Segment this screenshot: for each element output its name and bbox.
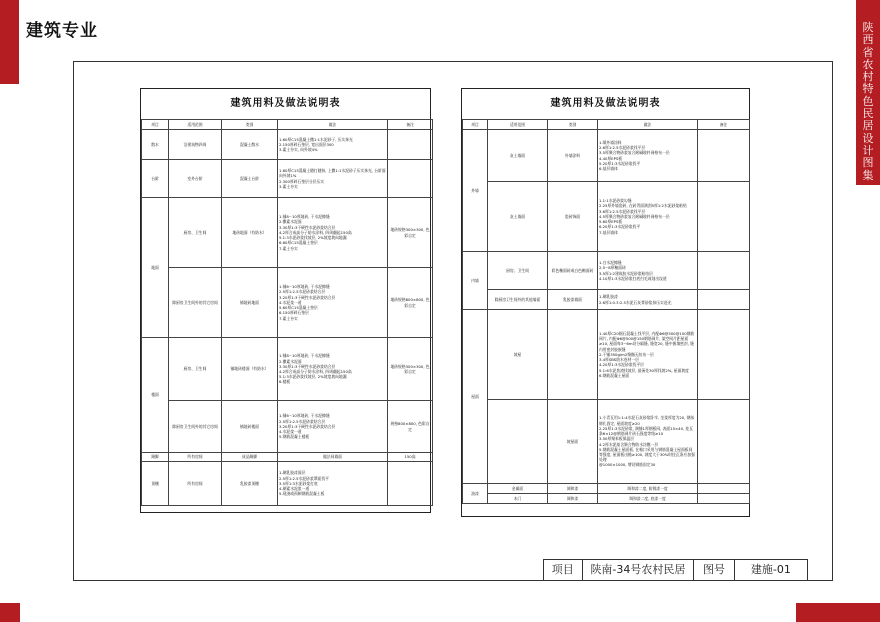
left-table-title: 建筑用料及做法说明表 [230, 98, 341, 109]
scope-cell: 厨房、卫生间 [169, 198, 222, 268]
category-cell: 混凝土台阶 [222, 160, 278, 198]
table-row [142, 130, 433, 160]
left-spec-sheet [140, 88, 431, 513]
side-banner-text: 陕 西 省 农 村 特 色 民 居 设 计 图 集 [862, 21, 874, 182]
item-cell: 油漆 [463, 484, 488, 504]
category-cell: 乳胶漆顶棚 [222, 462, 278, 506]
note-cell [698, 310, 750, 400]
column-header: 类别 [222, 120, 278, 130]
method-cell: 1.60厚C15混凝土随打随抹, 上撒1:1水泥砂子压实抹光, 台阶面向外坡1% 2.300厚碎石垫层分层压实 3.素土夯实 [278, 160, 388, 198]
column-header: 备注 [698, 120, 750, 130]
note-cell [698, 252, 750, 290]
scope-cell: 室外台阶 [169, 160, 222, 198]
item-cell: 楼面 [142, 338, 169, 453]
item-cell: 屋面 [463, 310, 488, 484]
note-cell [388, 462, 433, 506]
table-row [463, 494, 750, 504]
right-spec-sheet [461, 88, 750, 517]
note-cell: 150高 [388, 453, 433, 462]
column-header: 做法 [278, 120, 388, 130]
category-cell: 外墙涂料 [548, 130, 598, 182]
category-cell: 彩色釉面砖或白色釉面砖 [548, 252, 598, 290]
scope-cell: 坡屋 [488, 310, 548, 400]
column-header: 做法 [598, 120, 698, 130]
category-cell: 瓷砖饰面 [548, 182, 598, 252]
method-cell: 1.刷乳胶漆面层 2.5厚1:2.5水泥砂浆罩面找平 3.5厚1:3水泥砂浆打底 4.刷素水泥浆一道 5.现浇或预制钢筋混凝土板 [278, 462, 388, 506]
note-cell [698, 400, 750, 484]
column-header: 适用范围 [169, 120, 222, 130]
method-cell: 1.铺6~10厚地砖, 干水泥擦缝 2.5厚1:2.5水泥砂浆结合层 3.20厚1:3干硬性水泥砂浆结合层 4.水泥浆一道 5.钢筋混凝土楼板 [278, 401, 388, 453]
scope-cell: 除厨房卫生间外的其他墙面 [488, 290, 548, 310]
column-header: 备注 [388, 120, 433, 130]
note-cell [698, 182, 750, 252]
table-row [463, 252, 750, 290]
category-cell: 成品踢脚 [222, 453, 278, 462]
table-row [142, 462, 433, 506]
item-cell: 散水 [142, 130, 169, 160]
note-cell: 地砖规格800×800, 色彩自定 [388, 268, 433, 338]
title-block [543, 559, 808, 581]
scope-cell: 灰土墙面 [488, 130, 548, 182]
column-header: 类别 [548, 120, 598, 130]
method-cell: 1.1:1水泥砂浆勾缝 2.25厚外墙瓷砖, 在砖背面满刮5厚1:2水泥砂浆粘贴 3.6厚1:2.5水泥砂浆找平层 4.5厚聚合物砂浆复合耐碱玻纤网格布一层 5.60厚EPS板 6.20厚1:3水泥砂浆找平 7.基层墙体 [598, 182, 698, 252]
table-row [142, 338, 433, 401]
column-header: 项目 [142, 120, 169, 130]
method-cell: 1.60厚C15混凝土撒1:1水泥砂子, 压实抹光 2.150厚碎石垫层, 宽出面层300 3.素土夯实, 向外坡4% [278, 130, 388, 160]
item-cell: 内墙 [463, 252, 488, 310]
note-cell [698, 484, 750, 494]
table-row [463, 130, 750, 182]
category-cell: 铺地砖地面 [222, 268, 278, 338]
scope-cell: 厨房、卫生间 [488, 252, 548, 290]
page-title: 建筑专业 [26, 21, 98, 41]
method-cell: 1.白水泥擦缝 2.5~8厚釉面砖 3.5厚1:2建筑胶水泥砂浆粘结层 4.10厚1:3水泥砂浆打底扫毛或划出纹道 [598, 252, 698, 290]
table-row [142, 268, 433, 338]
note-cell [388, 160, 433, 198]
table-row [463, 182, 750, 252]
table-row [463, 400, 750, 484]
scope-cell: 金属面 [488, 484, 548, 494]
category-cell [548, 310, 598, 400]
column-header: 项目 [463, 120, 488, 130]
scope-cell: 所有房间 [169, 462, 222, 506]
method-cell: 调和漆二度, 防锈漆一度 [598, 484, 698, 494]
project-label: 项目 [544, 560, 583, 580]
scope-cell: 厨房、卫生间 [169, 338, 222, 401]
method-cell: 1.小青瓦用1:1:4水泥石灰砂浆卧牢, 坐浆厚度为20, 钢丝绑扎固定, 屋面坡度≥20 2.25厚1:3水泥砂浆, 满铺1厚钢板网, 表面15×40, 挂瓦条6×12@钢筋网片砖石强度等级≥10 3.50厚聚苯板保温层 4.2厚水泥基含聚合物防水涂膜一层 5.钢筋混凝土屋面板, 在檐口采用与钢筋混凝土屋面板同等强度, 屋面板出檐≥100, 坡度大于30%时挂瓦条应加强处理 @1000×1000, 增设钢筋固定30 [598, 400, 698, 484]
note-cell: 地砖规格300×300, 色彩自定 [388, 338, 433, 401]
category-cell: 乳胶漆墙面 [548, 290, 598, 310]
table-row [142, 198, 433, 268]
method-cell: 调和漆二度, 底漆一度 [598, 494, 698, 504]
side-banner [856, 0, 880, 185]
item-cell: 踢脚 [142, 453, 169, 462]
method-cell: 1.铺8~10厚地砖, 干水泥擦缝 2.撒素水泥面 3.30厚1:3干硬性水泥砂浆结合层 4.2厚合成高分子防水涂料, 四周翻起150高 5.1:3水泥砂浆找坡层, 2%坡度坡向地漏 6.60厚C15混凝土垫层 7.素土夯实 [278, 198, 388, 268]
category-cell: 铺地砖楼面 [222, 401, 278, 453]
left-red-accent [0, 0, 19, 84]
right-spec-table [462, 119, 750, 504]
drawing-number-label: 图号 [694, 560, 735, 580]
table-row [142, 453, 433, 462]
method-cell: 1.喷外墙涂料 2.6厚1:2.5水泥砂浆找平层 3.5厚聚合物砂浆复合耐碱玻纤网格布一层 4.40厚EPS板 5.20厚1:3水泥砂浆找平 6.基层墙体 [598, 130, 698, 182]
method-cell: 1.铺6~10厚地砖, 干水泥擦缝 2.5厚1:2.5水泥砂浆结合层 3.20厚1:3干硬性水泥砂浆结合层 4.水泥浆一道 5.60厚C15混凝土垫层 6.150厚碎石垫层 7.素土夯实 [278, 268, 388, 338]
method-cell: 1.40厚C20细石混凝土找平层, 内配Φ6@500@150钢筋网片, 内配Φ6@500@150钢筋网片, 架空网片距屋面≥10, 屋面每3~6m设分隔缝, 缝宽20, 缝中嵌填密封, 缝内用密封胶嵌缝 2.干铺350g/m2聚酯无纺布一层 3.4厚SBS防水卷材一层 4.20厚1:3水泥砂浆找平层 5.1:6水泥焦渣找坡层, 最薄处30厚找坡2%, 屋面坡度 6.钢筋混凝土屋面 [598, 310, 698, 400]
method-cell: 1.刷乳胶漆 2.6厚1:0.3:2.5水泥石灰膏砂浆抹压实赶光 [598, 290, 698, 310]
note-cell: 地砖规格300×300, 色彩自定 [388, 198, 433, 268]
left-spec-table [141, 119, 433, 506]
method-cell: 1.铺8~10厚地砖, 干水泥擦缝 2.撒素水泥面 3.30厚1:3干硬性水泥砂浆结合层 4.2厚合成高分子防水涂料, 四周翻起150高 5.1:3水泥砂浆找坡层, 2%坡度坡向地漏 6.楼板 [278, 338, 388, 401]
category-cell: 调和漆 [548, 494, 598, 504]
item-cell: 外墙 [463, 130, 488, 252]
note-cell [698, 494, 750, 504]
note-cell [388, 130, 433, 160]
scope-cell [488, 400, 548, 484]
method-cell: 做法同墙面 [278, 453, 388, 462]
category-cell: 坡屋面 [548, 400, 598, 484]
note-cell: 规格800×800, 色彩自定 [388, 401, 433, 453]
scope-cell: 所有房间 [169, 453, 222, 462]
project-name: 陕南-34号农村民居 [583, 560, 695, 580]
category-cell: 铺地砖楼面（有防水） [222, 338, 278, 401]
item-cell: 地面 [142, 198, 169, 338]
scope-cell: 除厨房卫生间外的其它房间 [169, 401, 222, 453]
table-row [463, 290, 750, 310]
bottom-red-band [0, 603, 880, 622]
note-cell [698, 130, 750, 182]
scope-cell: 沿建筑物四周 [169, 130, 222, 160]
category-cell: 混凝土散水 [222, 130, 278, 160]
scope-cell: 灰土墙面 [488, 182, 548, 252]
note-cell [698, 290, 750, 310]
column-header: 适用范围 [488, 120, 548, 130]
table-row [142, 160, 433, 198]
table-row [463, 310, 750, 400]
item-cell: 顶棚 [142, 462, 169, 506]
table-row [463, 484, 750, 494]
scope-cell: 除厨房卫生间外的其它房间 [169, 268, 222, 338]
item-cell: 台阶 [142, 160, 169, 198]
category-cell: 调和漆 [548, 484, 598, 494]
right-table-title: 建筑用料及做法说明表 [550, 98, 661, 109]
table-row [142, 401, 433, 453]
category-cell: 地砖地面（有防水） [222, 198, 278, 268]
drawing-number: 建施-01 [750, 563, 791, 576]
scope-cell: 木门 [488, 494, 548, 504]
